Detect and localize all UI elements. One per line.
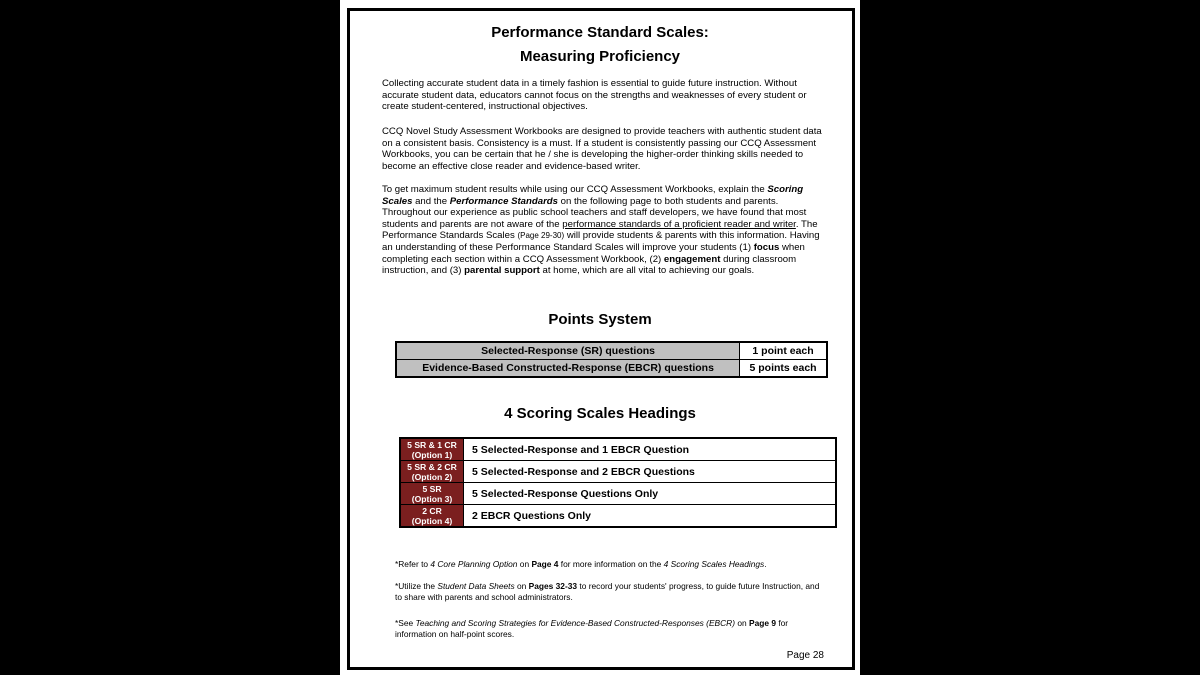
pages-reference: (Page 29-30) (517, 231, 565, 241)
page-title-line-1: Performance Standard Scales: (491, 24, 709, 41)
option-code-cell: 5 SR & 2 CR (Option 2) (400, 461, 464, 483)
underlined-phrase: performance standards of a proficient reader and writer (562, 218, 796, 230)
intro-paragraph: Collecting accurate student data in a timely fashion is essential to guide future instruction. Without accurate student data, educators cannot focus on the strengths and weaknesses of every student or create student-centered, instructional objectives. (382, 78, 807, 113)
points-system-heading: Points System (548, 311, 652, 328)
note-teaching-strategies: *See Teaching and Scoring Strategies for Evidence-Based Constructed-Responses (EBCR) on Page 9 for information on half-point scores. (395, 618, 789, 639)
points-system-table (395, 341, 828, 378)
document-page (340, 0, 860, 675)
question-type-cell: Selected-Response (SR) questions (396, 342, 740, 360)
table-row (400, 461, 836, 483)
results-paragraph: To get maximum student results while using our CCQ Assessment Workbooks, explain the Scoring Scales and the Performance Standards on the following page to both students and parents. Throughout our experience as public school teachers and staff developers, we have found that most students and parents are not aware of the performance standards of a proficient reader and writer. The Performance Standards Scales (Page 29-30) will provide students & parents with this information. Having an understanding of these Performance Standard Scales will improve your students (1) focus when completing each section within a CCQ Assessment Workbook, (2) engagement during classroom instruction, and (3) parental support at home, which are all vital to achieving our goals. (382, 184, 820, 277)
table-row (400, 438, 836, 461)
table-row (400, 483, 836, 505)
table-row (396, 342, 827, 360)
note-student-data-sheets: *Utilize the Student Data Sheets on Pages 32-33 to record your students' progress, to guide future Instruction, and to share with parents and school administrators. (395, 581, 820, 602)
option-code-cell: 5 SR & 1 CR (Option 1) (400, 438, 464, 461)
option-code-cell: 5 SR (Option 3) (400, 483, 464, 505)
option-description-cell: 5 Selected-Response and 1 EBCR Question (464, 438, 837, 461)
option-code-cell: 2 CR (Option 4) (400, 505, 464, 528)
points-cell: 5 points each (740, 360, 827, 378)
page-number: Page 28 (786, 650, 824, 661)
option-description-cell: 2 EBCR Questions Only (464, 505, 837, 528)
page-title-line-2: Measuring Proficiency (519, 48, 681, 65)
points-cell: 1 point each (740, 342, 827, 360)
option-description-cell: 5 Selected-Response Questions Only (464, 483, 837, 505)
scoring-scales-table (399, 437, 837, 528)
performance-standards-term: Performance Standards (449, 195, 558, 207)
question-type-cell: Evidence-Based Constructed-Response (EBCR) questions (396, 360, 740, 378)
table-row (396, 360, 827, 378)
scoring-scales-heading: 4 Scoring Scales Headings (504, 405, 696, 422)
scoring-scales-term: Scoring Scales (382, 184, 804, 207)
option-description-cell: 5 Selected-Response and 2 EBCR Questions (464, 461, 837, 483)
table-row (400, 505, 836, 528)
consistency-paragraph: CCQ Novel Study Assessment Workbooks are designed to provide teachers with authentic student data on a consistent basis. Consistency is a must. If a student is consistently passing our CCQ Assessment Workbooks, you can be certain that he / she is developing the higher-order thinking skills needed to become an effective close reader and evidence-based writer. (382, 126, 822, 172)
note-core-planning: *Refer to 4 Core Planning Option on Page 4 for more information on the 4 Scoring Scales Headings. (395, 559, 767, 569)
